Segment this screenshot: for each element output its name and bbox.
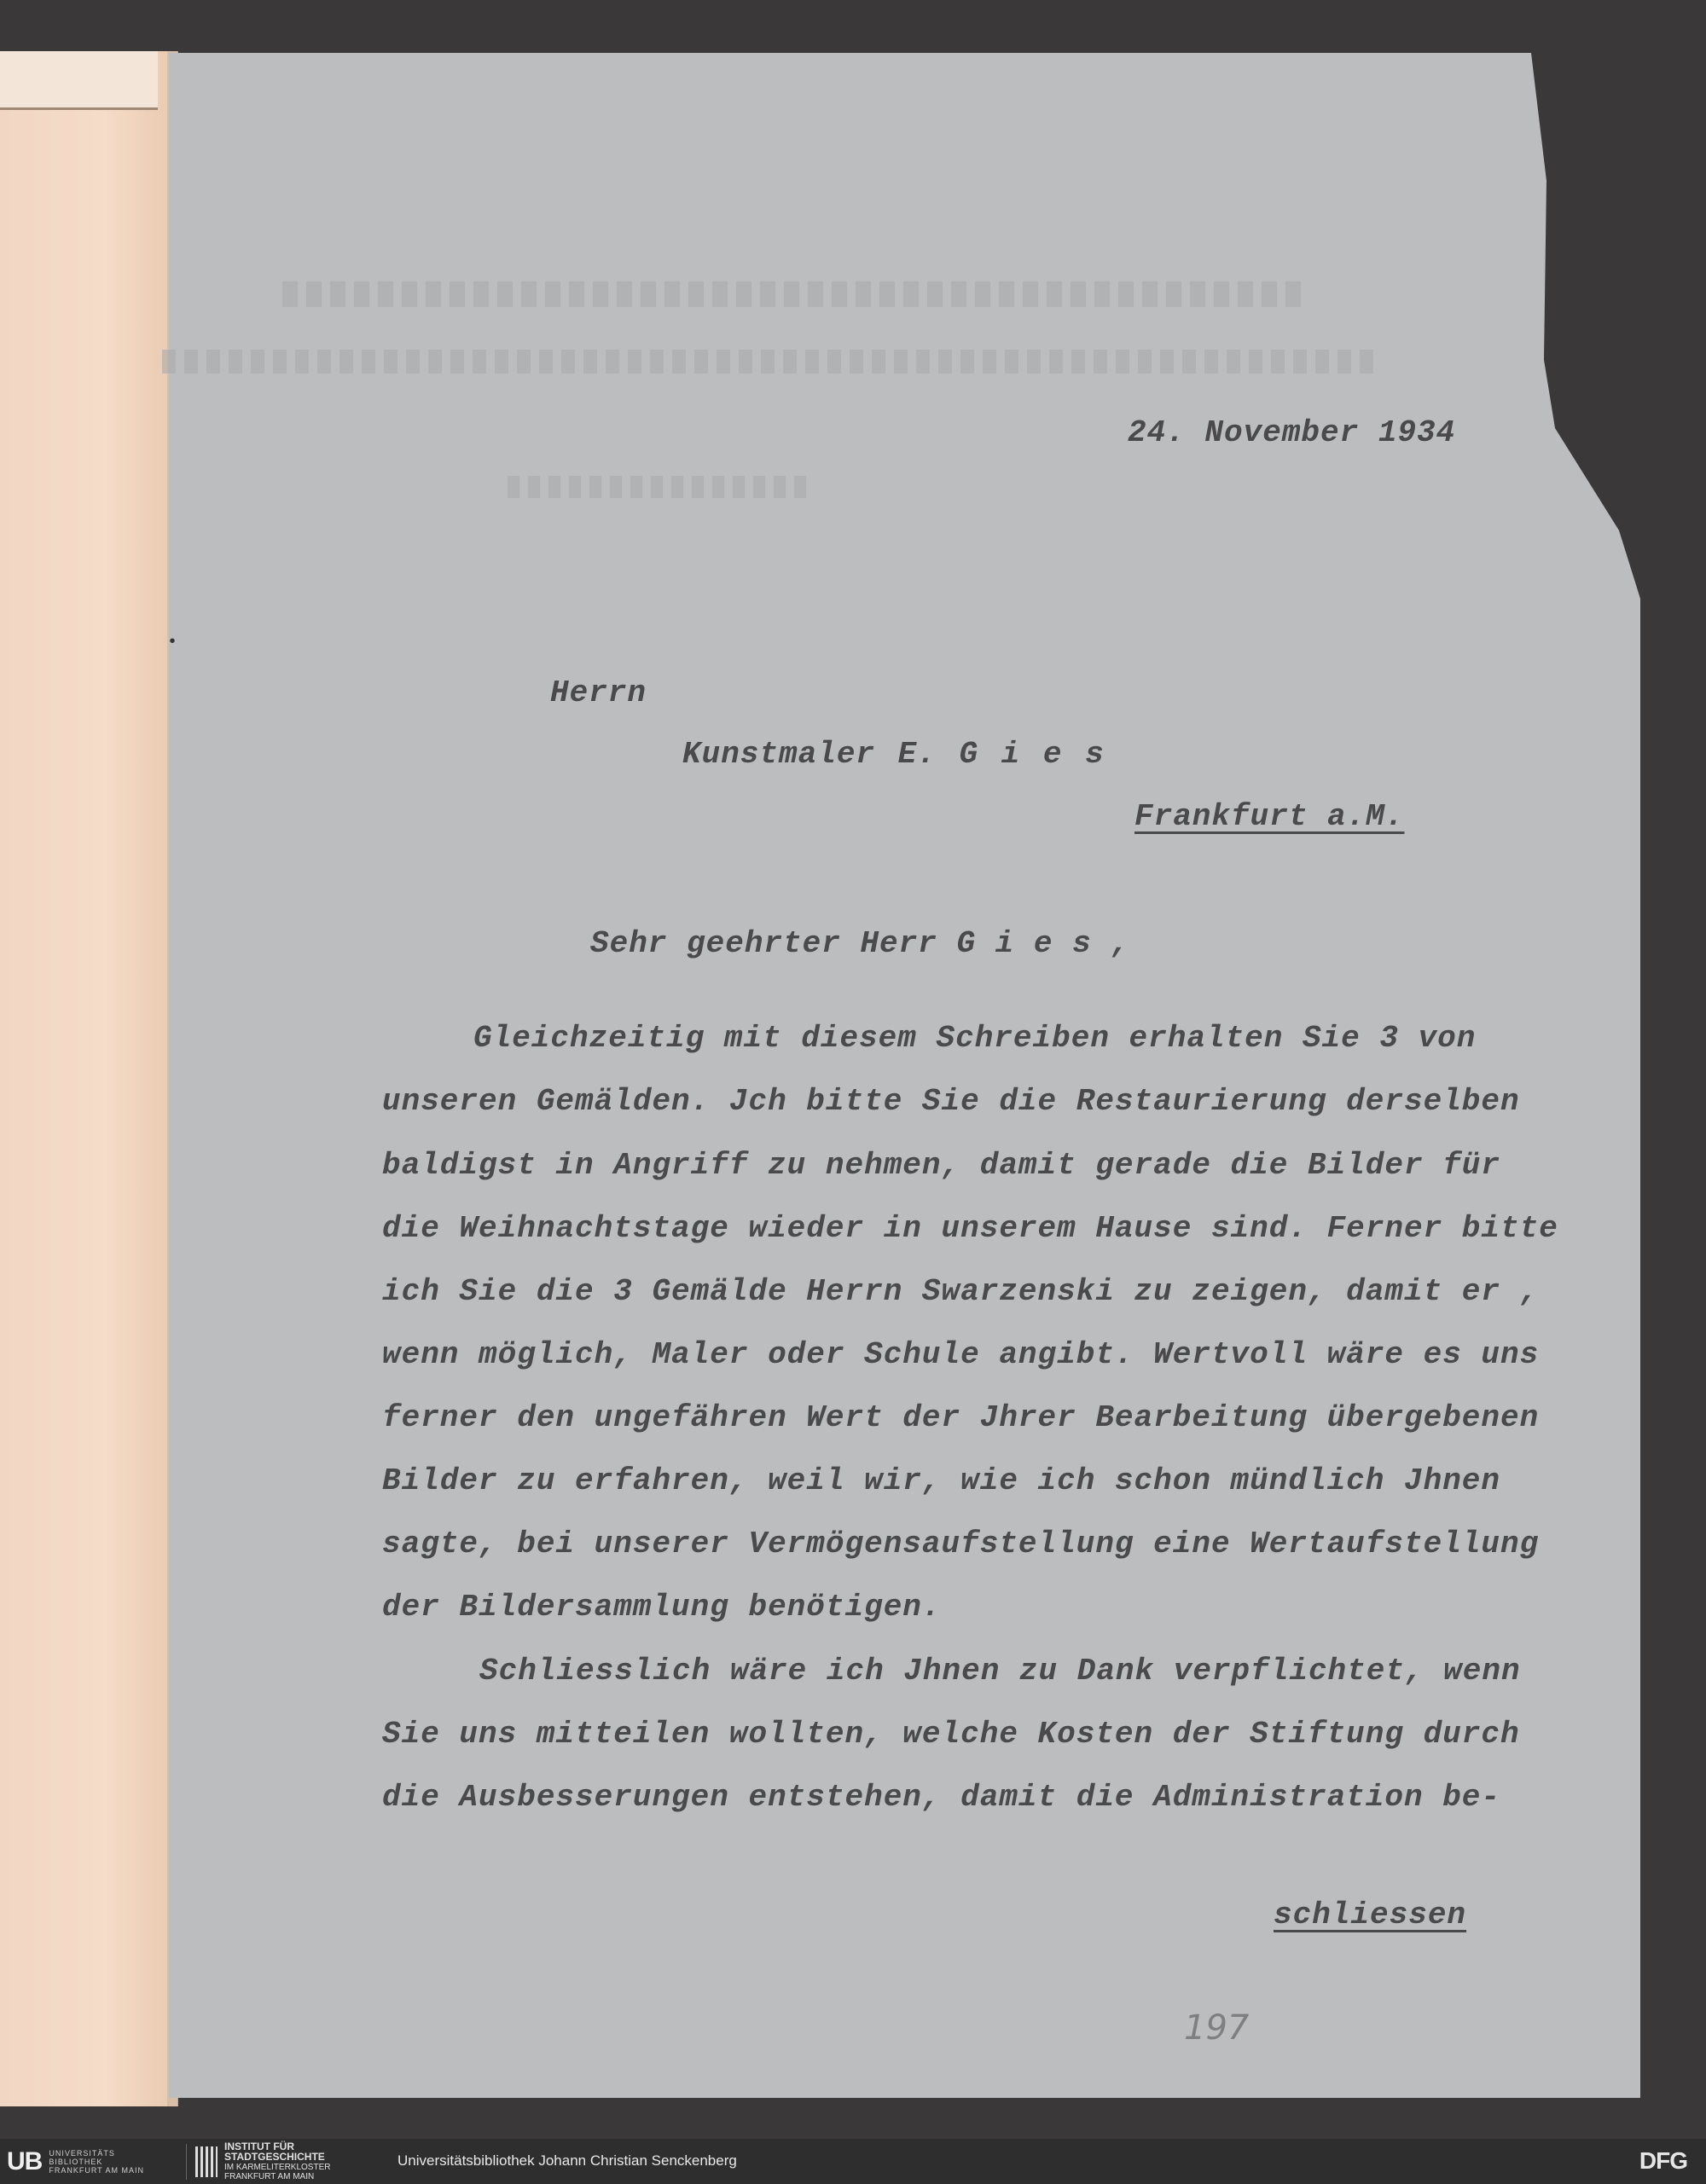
recipient-city: Frankfurt a.M. — [1134, 799, 1405, 834]
isg-logo-mark — [195, 2146, 218, 2177]
body-line: die Ausbesserungen entstehen, damit die Administration be- — [382, 1780, 1501, 1815]
punch-hole-mark — [167, 633, 193, 641]
body-line: Sie uns mitteilen wollten, welche Kosten der Stiftung durch — [382, 1717, 1520, 1752]
show-through-line — [277, 281, 1301, 307]
ub-logo-mark: UB — [7, 2147, 43, 2175]
body-line: der Bildersammlung benötigen. — [382, 1590, 942, 1625]
body-line: Gleichzeitig mit diesem Schreiben erhalten Sie 3 von — [473, 1021, 1477, 1056]
body-line: unseren Gemälden. Jch bitte Sie die Restaurierung derselben — [382, 1084, 1520, 1119]
isg-logo[interactable] — [186, 2141, 331, 2181]
body-line: Bilder zu erfahren, weil wir, wie ich schon mündlich Jhnen — [382, 1463, 1501, 1498]
body-line: sagte, bei unserer Vermögensaufstellung eine Wertaufstellung — [382, 1526, 1540, 1561]
recipient-name: Kunstmaler E. G i e s — [682, 737, 1105, 772]
adjacent-page — [0, 51, 178, 2106]
dfg-logo[interactable]: DFG — [1639, 2147, 1687, 2174]
show-through-line — [162, 350, 1373, 374]
isg-logo-text: INSTITUT FÜR STADTGESCHICHTE IM KARMELITERKLOSTER FRANKFURT AM MAIN — [224, 2141, 331, 2181]
body-line: ich Sie die 3 Gemälde Herrn Swarzenski zu zeigen, damit er , — [382, 1274, 1540, 1309]
body-line: ferner den ungefähren Wert der Jhrer Bearbeitung übergebenen — [382, 1400, 1540, 1435]
library-name: Universitätsbibliothek Johann Christian Senckenberg — [397, 2152, 737, 2169]
catchword: schliessen — [1274, 1897, 1467, 1932]
letter-date: 24. November 1934 — [1128, 415, 1456, 450]
recipient-salutation: Herrn — [550, 675, 647, 710]
ub-logo[interactable] — [7, 2144, 144, 2180]
body-line: wenn möglich, Maler oder Schule angibt. Wertvoll wäre es uns — [382, 1337, 1540, 1372]
greeting: Sehr geehrter Herr G i e s , — [590, 926, 1130, 961]
adjacent-page-tab — [0, 51, 158, 110]
footer-bar — [0, 2139, 1706, 2184]
body-line: baldigst in Angriff zu nehmen, damit gerade die Bilder für — [382, 1148, 1501, 1183]
ub-logo-text: UNIVERSITÄTS BIBLIOTHEK FRANKFURT AM MAIN — [49, 2149, 145, 2175]
pencil-folio-number: 197 — [1184, 2008, 1250, 2048]
show-through-line — [508, 476, 806, 498]
body-line: die Weihnachtstage wieder in unserem Hause sind. Ferner bitte — [382, 1211, 1558, 1246]
body-line: Schliesslich wäre ich Jhnen zu Dank verpflichtet, wenn — [479, 1654, 1521, 1689]
